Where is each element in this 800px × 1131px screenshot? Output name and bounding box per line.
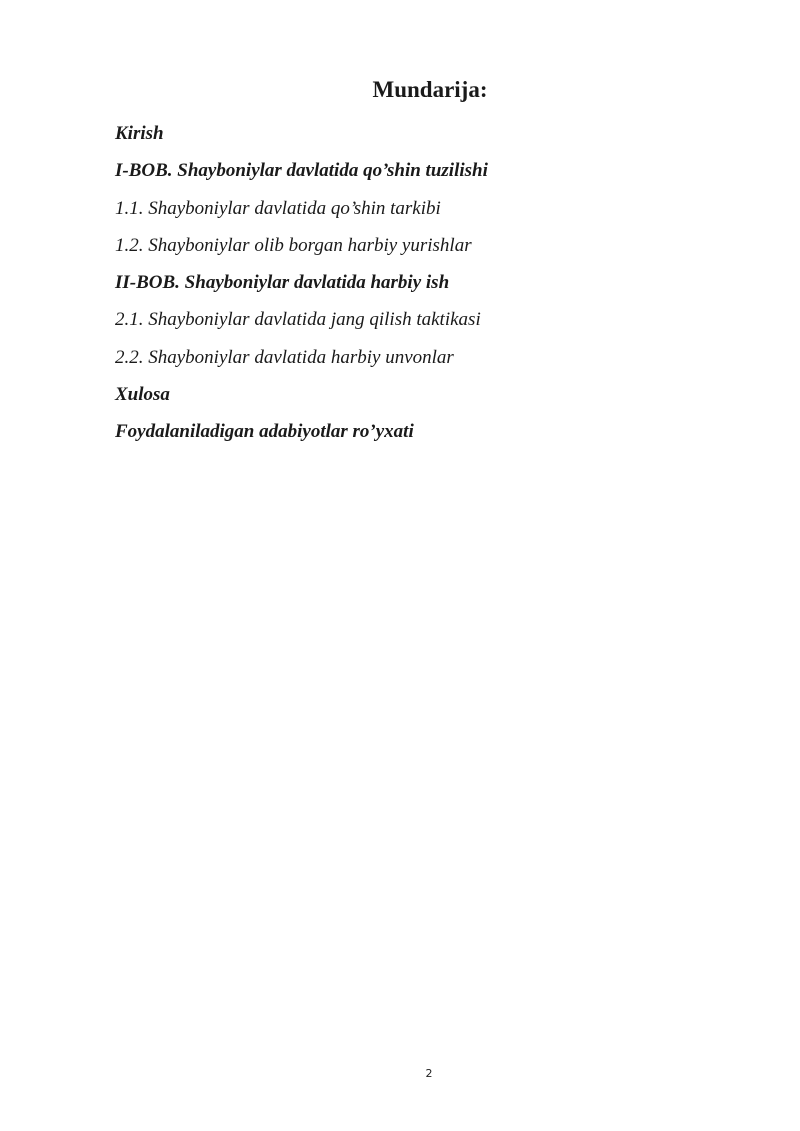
toc-item-chapter-2: II-BOB. Shayboniylar davlatida harbiy ish [115, 272, 450, 294]
table-of-contents [115, 115, 755, 451]
toc-item-chapter-1: I-BOB. Shayboniylar davlatida qo’shin tuzilishi [115, 160, 488, 182]
toc-item-section-2-2: 2.2. Shayboniylar davlatida harbiy unvonlar [115, 346, 454, 368]
toc-item-references: Foydalaniladigan adabiyotlar ro’yxati [115, 421, 414, 443]
toc-item-section-2-1: 2.1. Shayboniylar davlatida jang qilish taktikasi [115, 309, 481, 331]
page-title: Mundarija: [372, 77, 488, 102]
toc-item-introduction: Kirish [115, 123, 164, 144]
toc-item-conclusion: Xulosa [115, 384, 170, 406]
toc-item-section-1-1: 1.1. Shayboniylar davlatida qo’shin tarkibi [115, 197, 441, 219]
page-number: 2 [425, 1067, 433, 1080]
toc-item-section-1-2: 1.2. Shayboniylar olib borgan harbiy yurishlar [115, 234, 472, 256]
